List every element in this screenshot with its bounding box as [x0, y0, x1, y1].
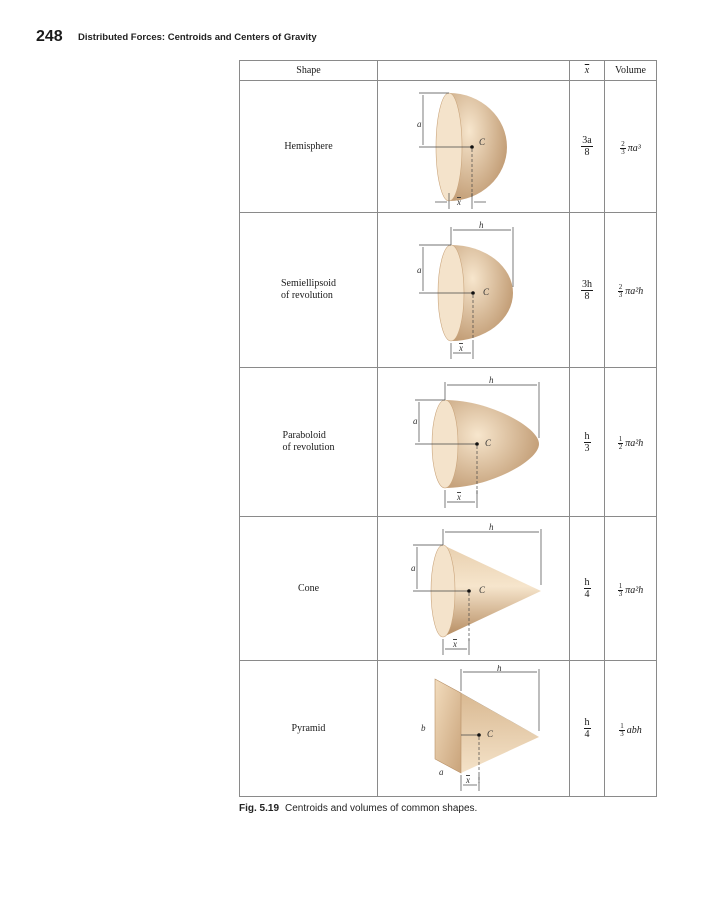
- semiellipsoid-diagram: [389, 217, 559, 363]
- shape-name-pyramid: Pyramid: [240, 661, 378, 797]
- cone-diagram: [389, 521, 559, 657]
- dim-h-label: h: [488, 521, 493, 532]
- centroid-label: C: [486, 728, 493, 739]
- header-figure: [378, 61, 570, 81]
- centroid-label: C: [478, 136, 485, 147]
- volume-hemisphere: $\frac{2}{3}$ πa³: [605, 81, 657, 213]
- paraboloid-figure: [378, 368, 570, 517]
- shape-name-cone: Cone: [240, 517, 378, 661]
- centroid-point: [475, 442, 479, 446]
- volume-cone: $\frac{1}{3}$ πa²h: [605, 517, 657, 661]
- table-header-row: [240, 61, 657, 81]
- hemisphere-figure: [378, 81, 570, 213]
- table-row: [240, 368, 657, 517]
- centroid-label: C: [484, 438, 491, 448]
- centroid-point: [477, 733, 481, 737]
- centroid-label: C: [478, 584, 485, 595]
- header-volume: Volume: [605, 61, 657, 81]
- dim-x-label: x: [452, 638, 457, 649]
- volume-paraboloid: $\frac{1}{2}$ πa²h: [605, 368, 657, 517]
- cone-figure: [378, 517, 570, 661]
- dim-a-label: a: [438, 766, 443, 777]
- dim-a-label: a: [410, 562, 415, 573]
- shapes-table: [239, 60, 657, 797]
- dim-b-label: b: [420, 722, 425, 733]
- caption-label: Fig. 5.19: [239, 803, 280, 814]
- volume-semiellipsoid: $\frac{2}{3}$ πa²h: [605, 213, 657, 368]
- table-row: [240, 213, 657, 368]
- caption-text: Centroids and volumes of common shapes.: [285, 803, 478, 814]
- dim-x-label: x: [456, 492, 461, 502]
- table-row: [240, 661, 657, 797]
- dim-h-label: h: [478, 220, 483, 230]
- running-title: Distributed Forces: Centroids and Centers of Gravity: [78, 32, 317, 43]
- pyramid-figure: [378, 661, 570, 797]
- figure-caption: [239, 803, 477, 814]
- volume-pyramid: $\frac{1}{3}$ abh: [605, 661, 657, 797]
- dim-h-label: h: [496, 664, 501, 673]
- centroid-label: C: [482, 287, 489, 297]
- table-row: [240, 517, 657, 661]
- xbar-hemisphere: $\frac{3a}{8}$: [570, 81, 605, 213]
- dim-x-label: x: [458, 343, 463, 353]
- shape-name-paraboloid: Paraboloid of revolution: [240, 368, 378, 517]
- xbar-semiellipsoid: $\frac{3h}{8}$: [570, 213, 605, 368]
- dim-x-label: x: [465, 774, 470, 785]
- hemisphere-diagram: [389, 85, 559, 209]
- header-xbar: $\overline{x}$: [570, 61, 605, 81]
- pyramid-diagram: [389, 665, 559, 793]
- centroid-point: [471, 291, 475, 295]
- centroid-point: [467, 589, 471, 593]
- xbar-pyramid: $\frac{h}{4}$: [570, 661, 605, 797]
- dim-a-label: a: [416, 265, 421, 275]
- paraboloid-diagram: [389, 372, 559, 512]
- table-row: [240, 81, 657, 213]
- xbar-cone: $\frac{h}{4}$: [570, 517, 605, 661]
- dim-h-label: h: [488, 375, 493, 385]
- shape-name-semiellipsoid: Semiellipsoid of revolution: [240, 213, 378, 368]
- dim-a-label: a: [412, 416, 417, 426]
- dim-x-label: x: [456, 196, 461, 207]
- centroid-point: [470, 145, 474, 149]
- semiellipsoid-figure: [378, 213, 570, 368]
- header-shape: Shape: [240, 61, 378, 81]
- dim-a-label: a: [416, 118, 421, 129]
- page-number: 248: [36, 28, 63, 45]
- shape-name-hemisphere: Hemisphere: [240, 81, 378, 213]
- xbar-paraboloid: $\frac{h}{3}$: [570, 368, 605, 517]
